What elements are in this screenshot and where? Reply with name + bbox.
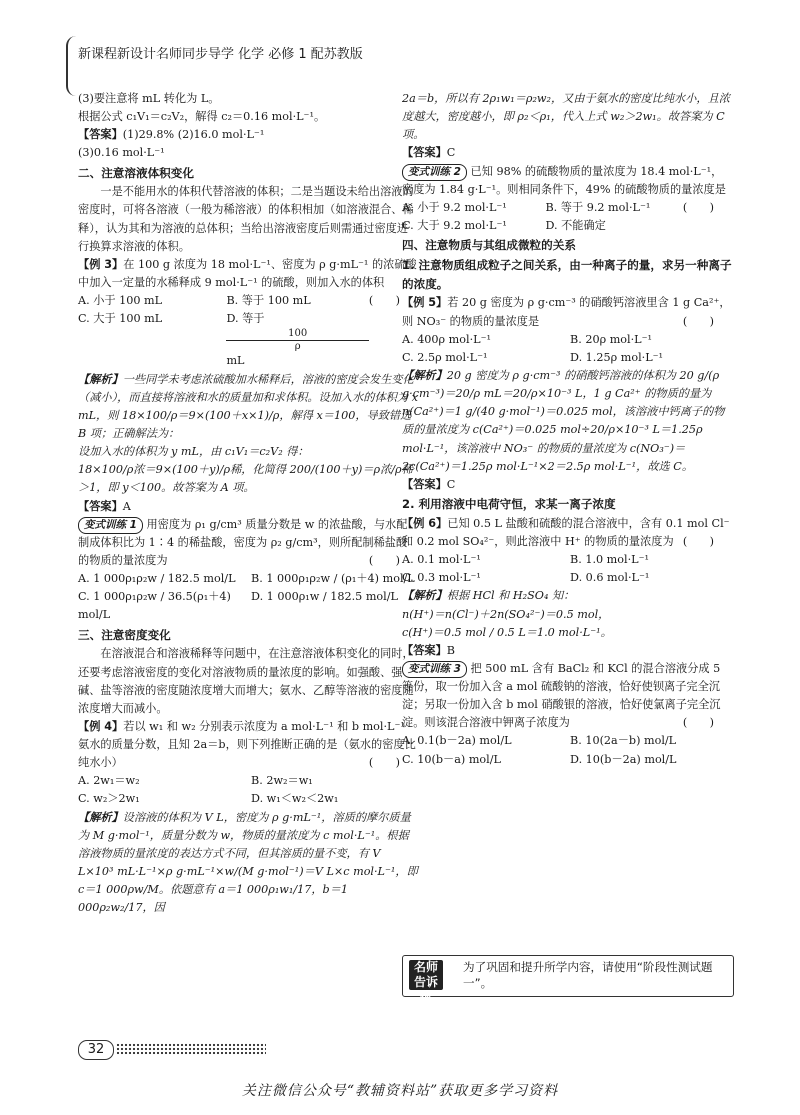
page-number: 32 [78, 1040, 114, 1060]
option-b: B. 2w₂＝w₁ [251, 774, 313, 788]
option-c: C. 10(b－a) mol/L [402, 752, 501, 766]
example-6 [402, 515, 732, 551]
option-c: C. 2.5ρ mol·L⁻¹ [402, 350, 488, 364]
teacher-tip-box [402, 955, 734, 1004]
analysis [402, 587, 732, 605]
analysis [402, 367, 732, 476]
variant-badge: 变式训练 2 [402, 164, 467, 181]
variant-training-1 [78, 516, 418, 570]
example-body: 若以 w₁ 和 w₂ 分别表示浓度为 a mol·L⁻¹ 和 b mol·L⁻¹ 氨水的质量分数，且知 2a＝b，则下列推断正确的是（氨水的密度比纯水小） [78, 719, 416, 770]
option-d-unit: mL [226, 354, 245, 368]
option-d: D. 1 000ρ₁w / 182.5 mol/L [251, 590, 398, 604]
answer-tag: 【答案】 [402, 146, 447, 160]
options [402, 199, 683, 235]
variant-badge: 变式训练 1 [78, 517, 143, 534]
variant-body: 已知 98% 的硫酸物质的量浓度为 18.4 mol·L⁻¹，密度为 1.84 g·L⁻¹。则相同条件下，49% 的硫酸物质的量浓度是 [402, 164, 726, 196]
variant-body: 把 500 mL 含有 BaCl₂ 和 KCl 的混合溶液分成 5 等份，取一份加入含 a mol 硫酸钠的溶液，恰好使钡离子完全沉淀；另取一份加入含 b mol 硝酸银的溶液，恰好使氯离子完全沉淀。则该混合溶液中钾离子浓度为 [402, 661, 721, 730]
answer-text: C [446, 477, 456, 491]
answer-tag: 【答案】 [402, 643, 447, 657]
example-tag: 【例 3】 [78, 257, 124, 271]
answer-line [78, 498, 418, 516]
example-4 [78, 718, 418, 772]
analysis-tag: 【解析】 [402, 589, 447, 603]
answer-tag: 【答案】 [78, 499, 123, 513]
dot-pattern [116, 1043, 266, 1055]
teacher-tip-text: 为了巩固和提升所学内容，请使用“阶段性测试题一”。 [463, 960, 713, 990]
option-b: B. 等于 100 mL [226, 294, 311, 308]
answer-text: (1)29.8% (2)16.0 mol·L⁻¹ [122, 128, 265, 142]
answer-blank: ( ) [368, 756, 400, 770]
option-c: C. w₂＞2w₁ [78, 792, 140, 806]
option-d: D. 不能确定 [545, 218, 606, 232]
option-b: B. 1.0 mol·L⁻¹ [570, 553, 649, 567]
example-body: 若 20 g 密度为 ρ g·cm⁻³ 的硝酸钙溶液里含 1 g Ca²⁺，则 NO₃⁻ 的物质的量浓度是 [402, 296, 731, 328]
analysis-text: 一些同学未考虑浓硫酸加水稀释后，溶液的密度会发生变化（减小），而直接将溶液和水的质量加和求体积。设加入水的体积为 x mL，则 18×100/ρ＝9×(100＋x×1)/ρ，解得 x＝100，导致错选 B 项；正确解法为： [78, 372, 418, 441]
variant-badge: 变式训练 3 [402, 661, 467, 678]
option-a: A. 1 000ρ₁ρ₂w / 182.5 mol/L [78, 572, 236, 586]
answer-line [402, 642, 732, 660]
option-c: C. 大于 9.2 mol·L⁻¹ [402, 218, 507, 232]
analysis [78, 371, 418, 444]
analysis-line: 18×100/ρ浓＝9×(100＋y)/ρ稀，化简得 200/(100＋y)＝ρ浓/ρ稀＞1，即 y＜100。故答案为 A 项。 [78, 463, 413, 495]
section-title: 二、注意溶液体积变化 [78, 165, 194, 180]
example-body: 在 100 g 浓度为 18 mol·L⁻¹、密度为 ρ g·mL⁻¹ 的浓硫酸中加入一定量的水稀释成 9 mol·L⁻¹ 的硫酸，则加入水的体积 [78, 257, 417, 290]
option-d-prefix: D. 等于 [226, 312, 265, 326]
analysis-text: 根据 HCl 和 H₂SO₄ 知： [446, 589, 575, 603]
answer-line [402, 476, 732, 494]
option-a: A. 小于 9.2 mol·L⁻¹ [402, 200, 507, 214]
header-bracket [66, 36, 78, 96]
analysis-line: c(H⁺)＝0.5 mol / 0.5 L＝1.0 mol·L⁻¹。 [402, 625, 612, 639]
option-d: D. w₁＜w₂＜2w₁ [251, 792, 339, 806]
analysis-tag: 【解析】 [78, 372, 123, 386]
option-c: C. 0.3 mol·L⁻¹ [402, 571, 481, 585]
answer-text: A [122, 499, 131, 513]
section-title: 四、注意物质与其组成微粒的关系 [402, 238, 576, 253]
example-tag: 【例 5】 [402, 296, 448, 310]
option-a: A. 0.1(b－2a) mol/L [402, 734, 512, 748]
answer-tag: 【答案】 [78, 128, 123, 142]
options [78, 570, 418, 624]
option-b: B. 等于 9.2 mol·L⁻¹ [545, 200, 651, 214]
example-tag: 【例 4】 [78, 719, 124, 733]
option-b: B. 1 000ρ₁ρ₂w / (ρ₁＋4) mol/L [251, 572, 415, 586]
fraction [226, 328, 368, 352]
analysis [78, 809, 418, 918]
subsection-title: 2. 利用溶液中电荷守恒，求某一离子浓度 [402, 497, 616, 512]
analysis-continued: 2a＝b，所以有 2ρ₁w₁＝ρ₂w₂，又由于氨水的密度比纯水小，且浓度越大，密度越小，即 ρ₂＜ρ₁，代入上式 w₂＞2w₁。故答案为 C 项。 [402, 92, 730, 142]
options [402, 732, 732, 768]
section-title: 三、注意密度变化 [78, 627, 171, 642]
option-d: D. 10(b－2a) mol/L [570, 752, 677, 766]
answer-text: C [446, 146, 456, 160]
option-d: D. 0.6 mol·L⁻¹ [570, 571, 650, 585]
option-b: B. 10(2a－b) mol/L [570, 734, 677, 748]
teacher-tip-logo: 名师告诉你 [409, 960, 443, 990]
option-d: D. 1.25ρ mol·L⁻¹ [570, 350, 664, 364]
option-a: A. 小于 100 mL [78, 294, 163, 308]
variant-body: 用密度为 ρ₁ g/cm³ 质量分数是 w 的浓盐酸，与水配制成体积比为 1∶4 的稀盐酸，密度为 ρ₂ g/cm³，则所配制稀盐酸的物质的量浓度为 [78, 517, 408, 568]
options [402, 551, 732, 587]
subsection-title: 1. 注意物质组成粒子之间关系，由一种离子的量，求另一种离子的浓度。 [402, 257, 732, 291]
answer-tag: 【答案】 [402, 477, 447, 491]
answer-blank: ( ) [682, 534, 714, 548]
option-b: B. 20ρ mol·L⁻¹ [570, 332, 652, 346]
numerator: 100 [226, 328, 368, 341]
answer-line: (3)0.16 mol·L⁻¹ [78, 146, 165, 160]
answer-line [402, 144, 732, 162]
option-c: C. 1 000ρ₁ρ₂w / 36.5(ρ₁＋4) mol/L [78, 590, 231, 622]
analysis-line: 设加入水的体积为 y mL，由 c₁V₁＝c₂V₂ 得： [78, 445, 309, 459]
options [402, 331, 732, 367]
answer-blank: ( ) [682, 314, 714, 328]
left-column [78, 90, 418, 917]
answer-text: B [446, 643, 455, 657]
text-line: 根据公式 c₁V₁＝c₂V₂，解得 c₂＝0.16 mol·L⁻¹。 [78, 110, 326, 124]
answer-line [78, 126, 418, 144]
option-c: C. 大于 100 mL [78, 312, 163, 326]
section-body: 一是不能用水的体积代替溶液的体积；二是当题设未给出溶液的密度时，可将各溶液（一般为稀溶液）的体积相加（如溶液混合、稀释），认为其和为溶液的总体积；当给出溶液密度后则需通过密度进行换算求溶液的体积。 [78, 185, 414, 253]
denominator: ρ [294, 340, 301, 352]
options [78, 292, 369, 370]
footer-note: 关注微信公众号“教辅资料站”获取更多学习资料 [241, 1083, 559, 1099]
page-number-area [78, 1040, 268, 1058]
option-a: A. 400ρ mol·L⁻¹ [402, 332, 491, 346]
example-5 [402, 294, 732, 330]
analysis-line: n(H⁺)＝n(Cl⁻)＋2n(SO₄²⁻)＝0.5 mol， [402, 607, 610, 621]
answer-blank: ( ) [368, 294, 400, 308]
analysis-tag: 【解析】 [78, 810, 123, 824]
answer-blank: ( ) [682, 200, 714, 214]
page-header: 新课程新设计名师同步导学 化学 必修 1 配苏教版 [78, 47, 363, 62]
options [78, 772, 418, 808]
section-body: 在溶液混合和溶液稀释等问题中，在注意溶液体积变化的同时，还要考虑溶液密度的变化对溶液物质的量浓度的影响。如强酸、强碱、盐等溶液的密度随浓度增大而增大；氨水、乙醇等溶液的密度随浓度增大而减小。 [78, 647, 414, 715]
analysis-text: 20 g 密度为 ρ g·cm⁻³ 的硝酸钙溶液的体积为 20 g/(ρ g·cm⁻³)＝20/ρ mL＝20/ρ×10⁻³ L，1 g Ca²⁺ 的物质的量为 n(Ca²⁺)＝1 g/(40 g·mol⁻¹)＝0.025 mol，该溶液中钙离子的物质的量浓度为 c(Ca²⁺)＝0.025 mol÷20/ρ×10⁻³ L＝1.25ρ mol·L⁻¹，该溶液中 NO₃⁻ 的物质的量浓度为 c(NO₃⁻)＝2c(Ca²⁺)＝1.25ρ mol·L⁻¹×2＝2.5ρ mol·L⁻¹，故选 C。 [402, 369, 725, 473]
example-tag: 【例 6】 [402, 516, 448, 530]
variant-training-3 [402, 660, 732, 733]
answer-blank: ( ) [682, 716, 714, 730]
analysis-tag: 【解析】 [402, 369, 447, 383]
example-body: 已知 0.5 L 盐酸和硫酸的混合溶液中，含有 0.1 mol Cl⁻ 和 0.2 mol SO₄²⁻，则此溶液中 H⁺ 的物质的量浓度为 [402, 516, 730, 548]
analysis-text: 设溶液的体积为 V L，密度为 ρ g·mL⁻¹，溶质的摩尔质量为 M g·mol⁻¹，质量分数为 w，物质的量浓度为 c mol·L⁻¹。根据溶液物质的量浓度的表达方式不同，但其溶质的量不变，有 V L×10³ mL·L⁻¹×ρ g·mL⁻¹×w/(M g·mol⁻¹)＝V L×c mol·L⁻¹，即 c＝1 000ρw/M。依题意有 a＝1 000ρ₁w₁/17，b＝1 000ρ₂w₂/17，因 [78, 810, 418, 915]
answer-blank: ( ) [368, 554, 400, 568]
option-a: A. 2w₁＝w₂ [78, 774, 140, 788]
option-a: A. 0.1 mol·L⁻¹ [402, 553, 481, 567]
option-d [226, 310, 368, 370]
right-column [402, 90, 732, 769]
text-line: (3)要注意将 mL 转化为 L。 [78, 92, 220, 105]
